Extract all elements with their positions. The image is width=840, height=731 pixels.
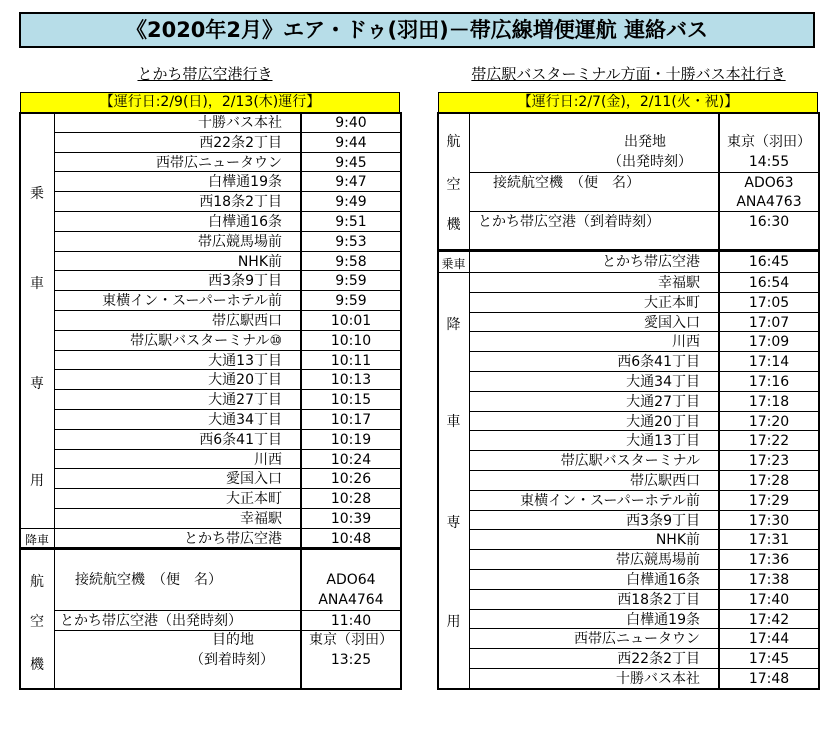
row-divider: [470, 668, 819, 669]
stop-name: 帯広駅西口: [212, 313, 282, 329]
stop-time: 9:58: [335, 253, 367, 270]
stop-time: 17:22: [748, 433, 790, 450]
stop-name: NHK前: [655, 532, 700, 549]
left-flight-label: 接続航空機 （便 名）: [75, 572, 222, 588]
stop-time: 10:24: [330, 451, 372, 468]
stop-name: 西22条2丁目: [617, 651, 700, 668]
right-heading: 帯広駅バスターミナル方面・十勝バス本社行き: [471, 65, 786, 83]
stop-name: 愛国入口: [644, 314, 700, 331]
row-divider: [55, 171, 401, 172]
left-dest-time: 13:25: [330, 652, 372, 668]
stop-time: 17:40: [748, 591, 790, 608]
stop-time: 9:47: [335, 174, 367, 191]
stop-name: 大通13丁目: [626, 433, 700, 450]
row-divider: [55, 508, 401, 509]
stop-name: 白樺通16条: [626, 572, 700, 588]
stop-time: 10:26: [330, 471, 372, 488]
row-divider: [470, 470, 819, 471]
row-divider: [470, 648, 819, 649]
row-divider: [55, 270, 401, 271]
stop-time: 17:09: [748, 334, 790, 351]
row-divider: [470, 609, 819, 610]
row-divider: [55, 350, 401, 351]
right-flight-1: ADO63: [744, 175, 794, 191]
stop-time: 17:29: [748, 492, 790, 509]
left-board-label-2: 車: [30, 276, 44, 292]
stop-time: 17:23: [748, 453, 790, 470]
stop-name: 白樺通16条: [208, 214, 282, 230]
stop-time: 17:45: [748, 651, 790, 668]
row-divider: [470, 490, 819, 491]
left-dest: 東京（羽田）: [309, 632, 393, 648]
stop-name: 白樺通19条: [626, 611, 700, 628]
right-board-label: 乗車: [441, 257, 466, 271]
left-heading: とかち帯広空港行き: [137, 65, 273, 83]
left-flight-1: ADO64: [326, 572, 376, 588]
stop-time: 9:59: [335, 293, 367, 310]
stop-time: 17:14: [748, 354, 790, 371]
row-divider: [470, 331, 819, 332]
stop-time: 9:44: [335, 134, 367, 151]
row-divider: [55, 429, 401, 430]
stop-name: 帯広駅西口: [630, 473, 700, 489]
row-divider: [470, 549, 819, 550]
stop-time: 17:31: [748, 532, 790, 549]
row-divider: [55, 449, 401, 450]
row-divider: [55, 290, 401, 291]
stop-time: 10:28: [330, 491, 372, 508]
right-flight-label: 接続航空機 （便 名）: [493, 175, 640, 191]
right-origin-label: 出発地: [624, 134, 666, 150]
right-air-label-1: 航: [446, 134, 461, 150]
stop-time: 9:40: [335, 115, 367, 131]
right-alight-label-1: 降: [446, 317, 461, 333]
left-board-label-1: 乗: [30, 186, 44, 202]
stop-time: 10:15: [330, 392, 372, 409]
page-title: 《2020年2月》エア・ドゥ(羽田)－帯広線増便運航 連絡バス: [19, 12, 815, 48]
stop-time: 17:38: [748, 572, 790, 588]
stop-time: 10:19: [330, 431, 372, 448]
stop-time: 10:13: [330, 372, 372, 389]
stop-name: 大通27丁目: [208, 392, 282, 409]
stop-time: 10:17: [330, 412, 372, 428]
left-alight-label: 降車: [24, 533, 49, 547]
stop-name: 白樺通19条: [208, 174, 282, 191]
stop-name: 東横イン・スーパーホテル前: [102, 293, 282, 310]
row-divider: [55, 488, 401, 489]
stop-time: 10:11: [330, 352, 372, 369]
row-divider: [55, 409, 401, 410]
stop-time: 17:20: [748, 413, 790, 430]
stop-name: 西6条41丁目: [617, 354, 700, 371]
stop-time: 17:36: [748, 552, 790, 569]
stop-name: 大通34丁目: [626, 374, 700, 390]
row-divider: [470, 292, 819, 293]
stop-name: 西3条9丁目: [208, 273, 282, 290]
left-dep-time: 11:40: [330, 613, 372, 629]
right-air-label-2: 空: [446, 177, 461, 193]
stop-name: 大通34丁目: [208, 412, 282, 428]
stop-time: 17:48: [748, 671, 790, 687]
stop-name: 大正本町: [644, 294, 700, 311]
stop-time: 10:39: [330, 511, 372, 527]
stop-time: 9:59: [335, 273, 367, 290]
stop-name: 幸福駅: [658, 275, 700, 291]
right-alight-label-2: 車: [446, 414, 461, 430]
stop-time: 17:16: [748, 374, 790, 390]
stop-time: 10:01: [330, 313, 372, 329]
stop-name: 川西: [672, 334, 700, 351]
stop-name: 西18条2丁目: [617, 591, 700, 608]
row-divider: [470, 351, 819, 352]
stop-time: 9:53: [335, 233, 367, 250]
left-dep-label: とかち帯広空港（出発時刻）: [60, 613, 242, 629]
row-divider: [470, 589, 819, 590]
stop-time: 9:45: [335, 154, 367, 171]
right-origin-label-sub: （出発時刻）: [608, 154, 692, 170]
right-flight-2: ANA4763: [736, 194, 802, 210]
right-board-stop: とかち帯広空港: [602, 254, 700, 270]
row-divider: [470, 371, 819, 372]
stop-name: 西3条9丁目: [626, 512, 700, 529]
row-divider: [470, 529, 819, 530]
left-dest-label-sub: （到着時刻）: [190, 652, 274, 668]
row-divider: [470, 450, 819, 451]
left-air-label-1: 航: [30, 574, 44, 590]
stop-name: 帯広競馬場前: [198, 233, 282, 250]
stop-time: 17:28: [748, 473, 790, 489]
row-divider: [55, 211, 401, 212]
left-air-label-3: 機: [30, 657, 44, 673]
left-flight-2: ANA4764: [318, 592, 384, 608]
right-alight-label-4: 用: [446, 614, 461, 630]
stop-name: 西22条2丁目: [199, 134, 282, 151]
right-origin: 東京（羽田）: [727, 134, 811, 150]
stop-time: 17:30: [748, 512, 790, 529]
row-divider: [470, 628, 819, 629]
right-air-label-3: 機: [446, 217, 461, 233]
stop-name: 愛国入口: [226, 471, 282, 488]
row-divider: [55, 191, 401, 192]
left-dest-label: 目的地: [212, 632, 254, 648]
stop-name: NHK前: [237, 253, 282, 270]
stop-time: 17:05: [748, 294, 790, 311]
stop-name: 西帯広ニュータウン: [574, 631, 700, 648]
row-divider: [470, 569, 819, 570]
stop-time: 17:18: [748, 393, 790, 410]
stop-name: 川西: [254, 451, 282, 468]
row-divider: [55, 369, 401, 370]
row-divider: [55, 310, 401, 311]
stop-name: 大通13丁目: [208, 352, 282, 369]
row-divider: [55, 152, 401, 153]
stop-name: 西帯広ニュータウン: [156, 154, 282, 171]
row-divider: [55, 528, 401, 529]
right-origin-time: 14:55: [748, 154, 790, 170]
stop-time: 17:42: [748, 611, 790, 628]
row-divider: [470, 312, 819, 313]
row-divider: [55, 389, 401, 390]
stop-time: 17:44: [748, 631, 790, 648]
right-arr-label: とかち帯広空港（到着時刻）: [478, 214, 660, 230]
stop-name: 帯広駅バスターミナル⑩: [130, 332, 282, 349]
left-service-days: 【運行日:2/9(日)，2/13(木)運行】: [20, 92, 400, 113]
stop-name: 幸福駅: [240, 511, 282, 527]
left-board-label-4: 用: [30, 473, 44, 489]
stop-name: 帯広駅バスターミナル: [560, 453, 700, 470]
stop-time: 17:07: [748, 314, 790, 331]
row-divider: [470, 688, 819, 689]
right-alight-label-3: 専: [446, 515, 461, 531]
right-board-time: 16:45: [748, 254, 790, 270]
stop-time: 16:54: [748, 275, 790, 291]
stop-name: 東横イン・スーパーホテル前: [520, 492, 700, 509]
stop-name: 十勝バス本社: [198, 115, 282, 131]
row-divider: [55, 251, 401, 252]
row-divider: [470, 430, 819, 431]
stop-name: 大通27丁目: [626, 393, 700, 410]
stop-name: 西18条2丁目: [199, 194, 282, 211]
row-divider: [470, 391, 819, 392]
row-divider: [55, 132, 401, 133]
stop-time: 9:49: [335, 194, 367, 211]
right-service-days: 【運行日:2/7(金)，2/11(火・祝)】: [438, 92, 818, 113]
row-divider: [470, 510, 819, 511]
left-alight-time: 10:48: [330, 531, 372, 547]
row-divider: [55, 231, 401, 232]
stop-name: 帯広競馬場前: [616, 552, 700, 569]
left-alight-stop: とかち帯広空港: [184, 531, 282, 547]
row-divider: [55, 330, 401, 331]
stop-name: 大通20丁目: [208, 372, 282, 389]
stop-time: 9:51: [335, 214, 367, 230]
left-board-label-3: 専: [30, 376, 44, 392]
left-air-label-2: 空: [30, 614, 44, 630]
stop-time: 10:10: [330, 332, 372, 349]
row-divider: [470, 411, 819, 412]
stop-name: 大正本町: [226, 491, 282, 508]
row-divider: [55, 468, 401, 469]
stop-name: 十勝バス本社: [616, 671, 700, 687]
stop-name: 西6条41丁目: [199, 431, 282, 448]
stop-name: 大通20丁目: [626, 413, 700, 430]
right-arr-time: 16:30: [748, 214, 790, 230]
